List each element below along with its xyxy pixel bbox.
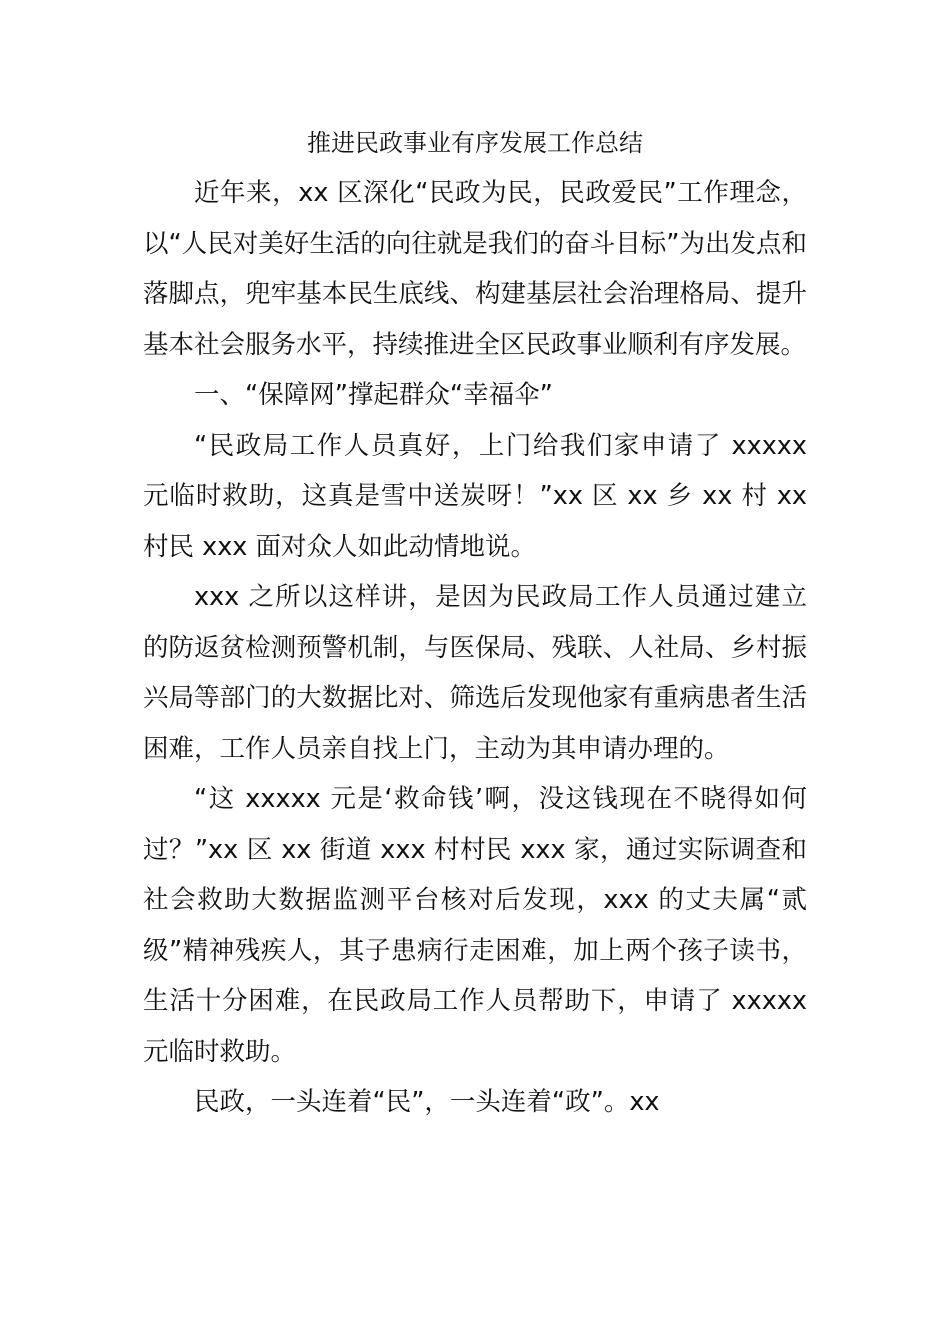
paragraph-intro: 近年来，xx 区深化“民政为民，民政爱民”工作理念，以“人民对美好生活的向往就是我们的奋斗目标”为出发点和落脚点，兜牢基本民生底线、构建基层社会治理格局、提升基本社会服务水平，持续推进全区民政事业顺利有序发展。: [143, 178, 807, 360]
paragraph-closing: 民政，一头连着“民”，一头连着“政”。xx: [194, 1087, 660, 1117]
section-heading-1: 一、“保障网”撑起群众“幸福伞”: [194, 380, 553, 410]
document-body: [143, 118, 807, 1128]
paragraph-quote-2: “这 xxxxx 元是‘救命钱’啊，没这钱现在不晓得如何过？”xx 区 xx 街道 xxx 村村民 xxx 家，通过实际调查和社会救助大数据监测平台核对后发现，xxx 的丈夫属“贰级”精神残疾人，其子患病行走困难，加上两个孩子读书，生活十分困难，在民政局工作人员帮助下，申请了 xxxxx 元临时救助。: [143, 784, 807, 1067]
paragraph-explanation: xxx 之所以这样讲，是因为民政局工作人员通过建立的防返贫检测预警机制，与医保局、残联、人社局、乡村振兴局等部门的大数据比对、筛选后发现他家有重病患者生活困难，工作人员亲自找上门，主动为其申请办理的。: [143, 582, 807, 764]
paragraph-quote-1: “民政局工作人员真好，上门给我们家申请了 xxxxx 元临时救助，这真是雪中送炭呀！”xx 区 xx 乡 xx 村 xx 村民 xxx 面对众人如此动情地说。: [143, 430, 807, 562]
document-title: 推进民政事业有序发展工作总结: [307, 129, 643, 157]
